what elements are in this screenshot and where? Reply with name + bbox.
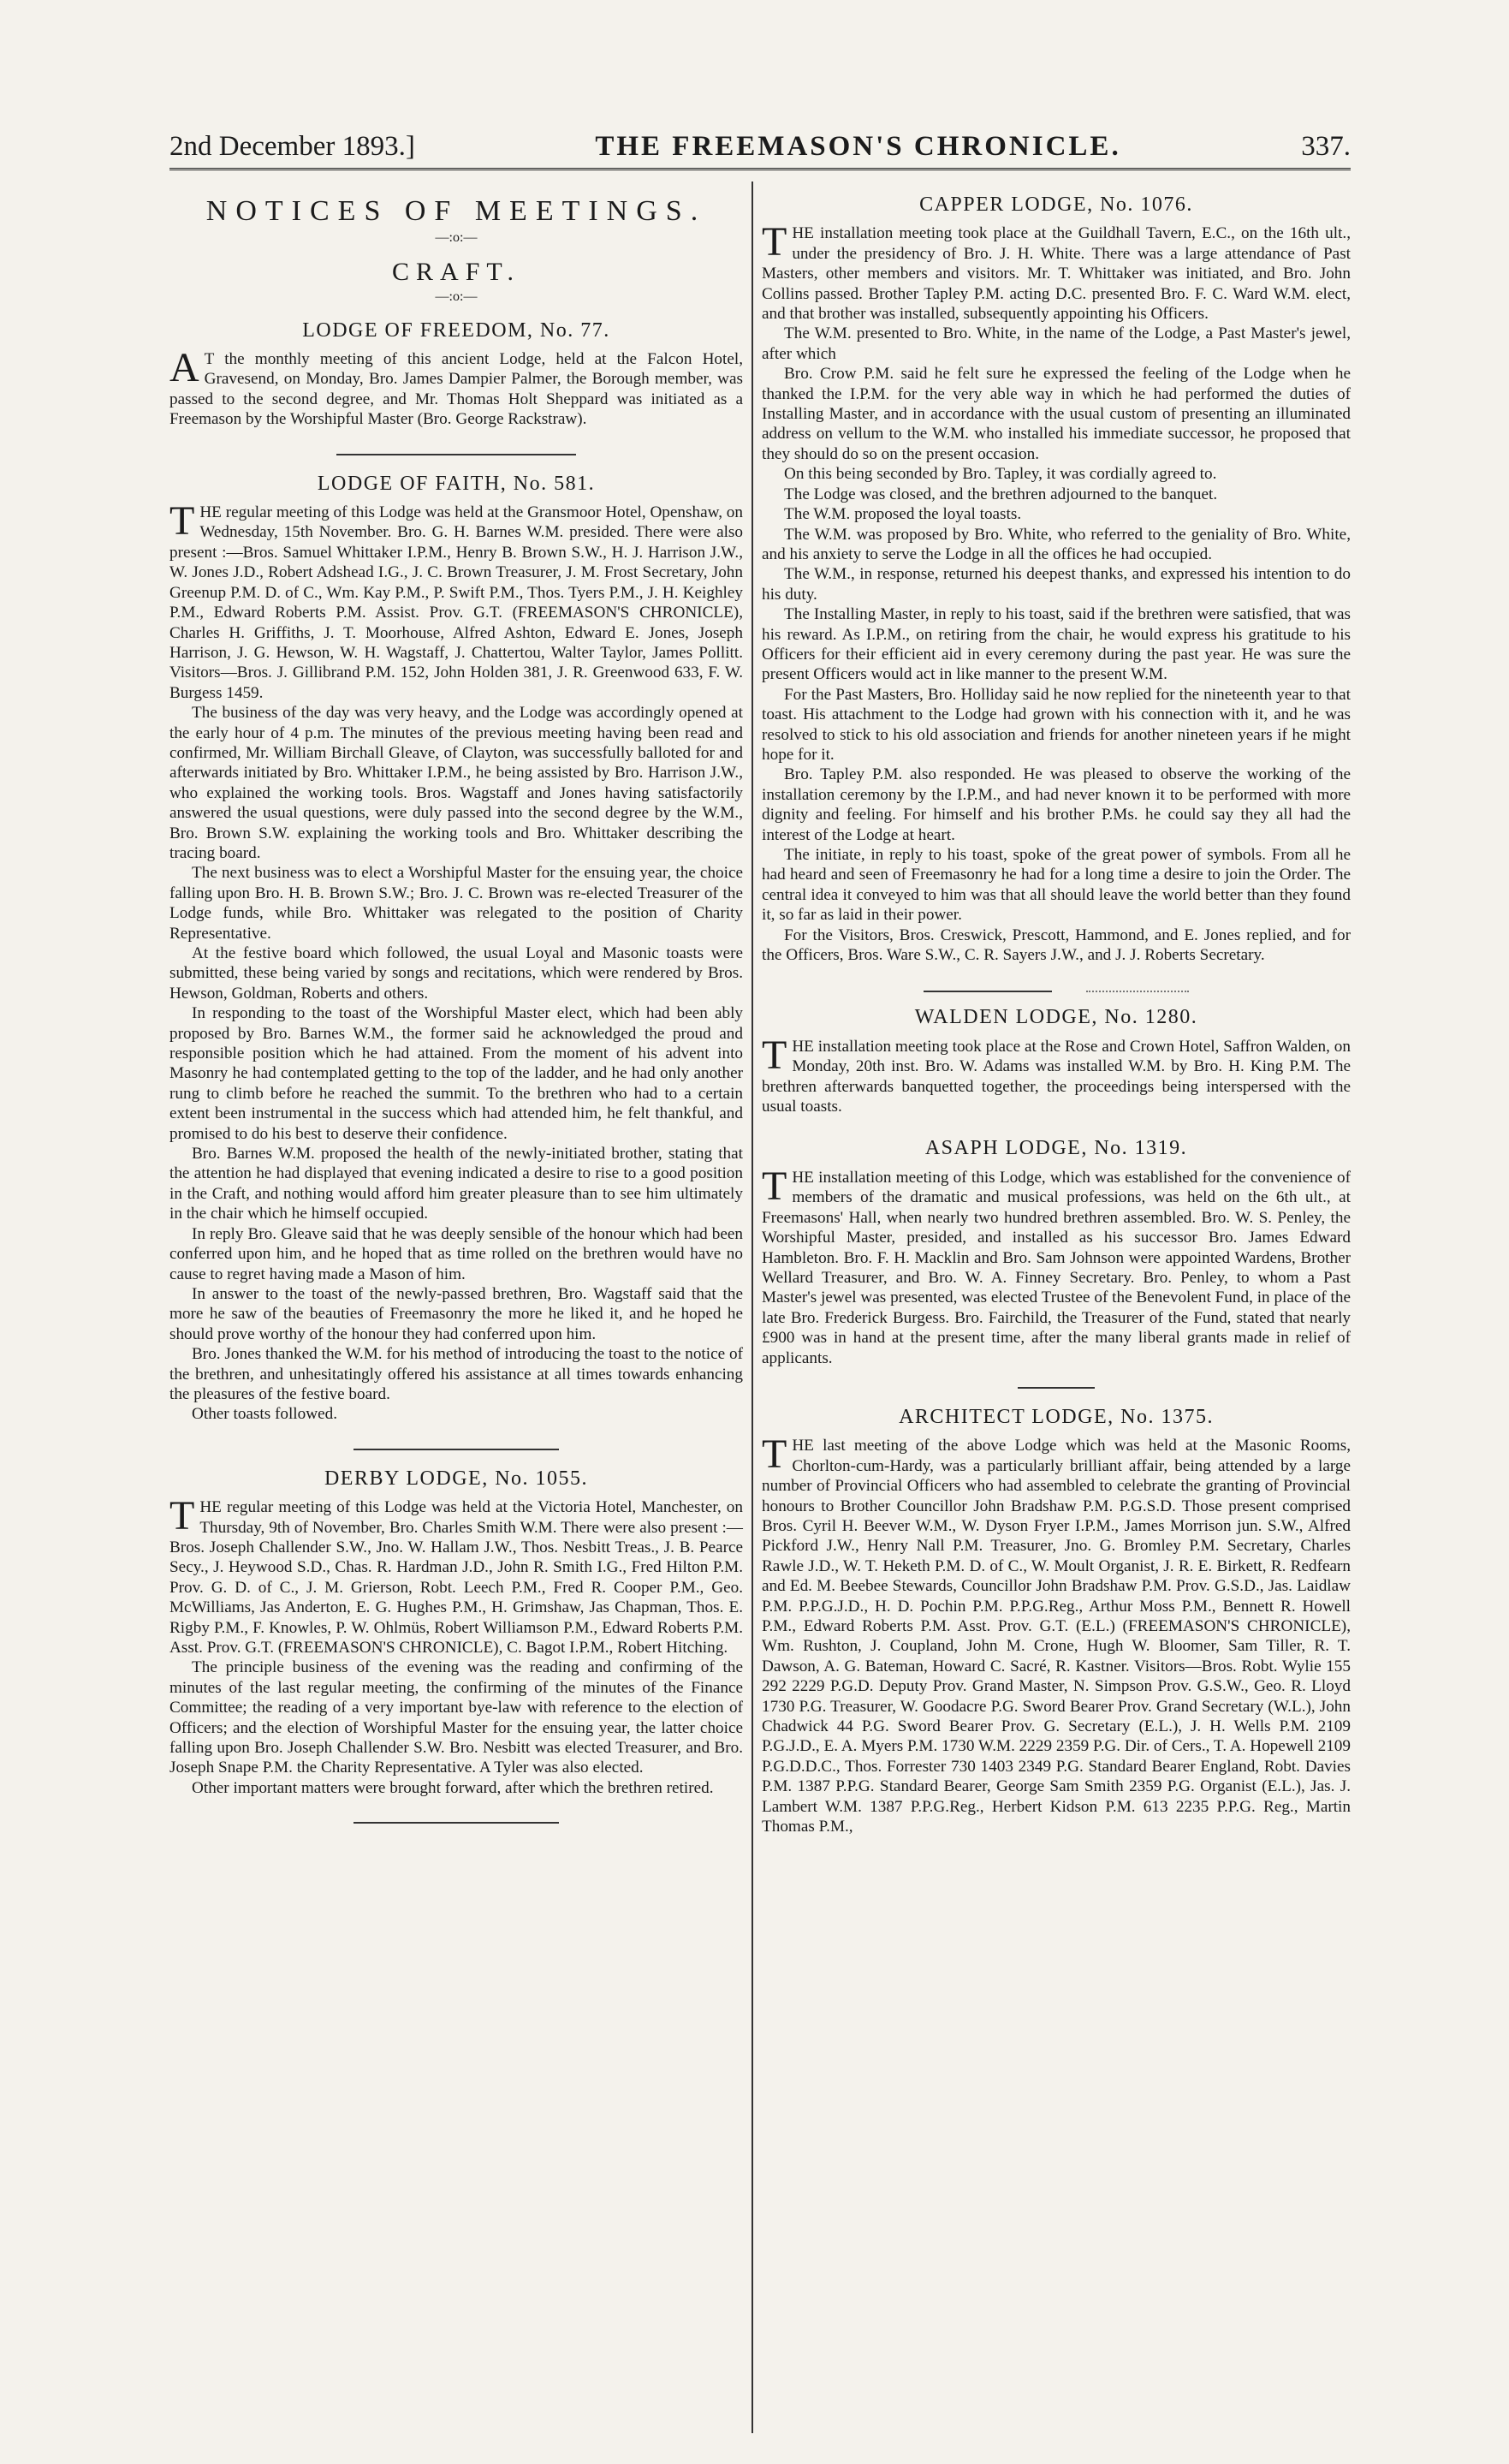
- running-head: [169, 125, 1351, 170]
- article-paragraph: The Lodge was closed, and the brethren adjourned to the banquet.: [784, 485, 1218, 503]
- article-paragraph: The W.M. proposed the loyal toasts.: [784, 505, 1022, 524]
- article-paragraph: In responding to the toast of the Worshipful Master elect, which had been ably proposed by Bro. Barnes W.M., the former said he acknowledged the proud and responsible position which he had attained. From the moment of his advent into Masonry he had contemplated getting to the top of the ladder, and he had only another rung to climb before he reached the summit. To the brethren who had to a certain extent been instrumental in the success which had attended him, he felt thankful, and promised to do his best to deserve their confidence.: [169, 1004, 743, 1143]
- drop-cap: T: [762, 219, 787, 265]
- article-paragraph: In answer to the toast of the newly-passed brethren, Bro. Wagstaff said that the more he saw of the beauties of Freemasonry the more he liked it, and he hoped he should prove worthy of the honour they had conferred upon him.: [169, 1284, 743, 1343]
- article-paragraph: The Installing Master, in reply to his toast, said if the brethren were satisfied, that was his reward. As I.P.M., on retiring from the chair, he would express his gratitude to his Officers for their efficient aid in every ceremony during the past year. He was sure the present Officers would act in like manner to the present W.M.: [762, 605, 1351, 684]
- left-column: [169, 184, 743, 1842]
- article-paragraph: Bro. Jones thanked the W.M. for his method of introducing the toast to the notice of the brethren, and unhesitatingly offered his assistance at all times towards enhancing the pleasures of the festive board.: [169, 1345, 743, 1403]
- ornament: —:o:—: [435, 230, 478, 246]
- article-paragraph: Other toasts followed.: [192, 1405, 337, 1424]
- article-title-asaph: ASAPH LODGE, No. 1319.: [924, 1137, 1188, 1160]
- article-paragraph: The principle business of the evening was the reading and confirming of the minutes of the last regular meeting, the confirming of the minutes of the Finance Committee; the reading of a very important bye-law with reference to the election of Officers; and the election of Worshipful Master for the ensuing year, the latter choice falling upon Bro. Joseph Challender S.W. Bro. Nesbitt was elected Treasurer, and Bro. Joseph Snape P.M. the Charity Representative. A Tyler was also elected.: [169, 1658, 743, 1777]
- article-title-architect: ARCHITECT LODGE, No. 1375.: [899, 1405, 1214, 1428]
- article-title-freedom: LODGE OF FREEDOM, No. 77.: [302, 318, 610, 342]
- separator-rule: [762, 991, 1351, 992]
- article-title-walden: WALDEN LODGE, No. 1280.: [914, 1006, 1198, 1029]
- section-heading: NOTICES OF MEETINGS.: [205, 195, 707, 227]
- separator-rule: [1018, 1387, 1095, 1389]
- separator-rule: [336, 454, 576, 455]
- article-paragraph: Other important matters were brought forward, after which the brethren retired.: [192, 1778, 714, 1797]
- ornament: —:o:—: [435, 289, 478, 305]
- article-paragraph: Bro. Crow P.M. said he felt sure he expressed the feeling of the Lodge when he thanked the I.P.M. for the very able way in which he had performed the duties of Installing Master, and in accordance with the usual custom of presenting an illuminated address on vellum to the W.M. who installed his immediate successor, he proposed that they should do so on the present occasion.: [762, 365, 1351, 463]
- page-number: 337.: [1301, 131, 1351, 162]
- article-paragraph: For the Past Masters, Bro. Holliday said he now replied for the nineteenth year to that toast. His attachment to the Lodge had grown with his connection with it, and he was resolved to stick to his old association and friends for another nineteen years if he might hope for it.: [762, 685, 1351, 764]
- journal-title: THE FREEMASON'S CHRONICLE.: [595, 131, 1121, 162]
- article-paragraph: Bro. Barnes W.M. proposed the health of the newly-initiated brother, stating that the attention he had displayed that evening indicated a desire to rise to a good position in the Craft, and nothing would afford him greater pleasure than to see him ultimately in the chair which he himself occupied.: [169, 1145, 743, 1223]
- issue-date: 2nd December 1893.]: [169, 131, 415, 162]
- article-paragraph: The W.M. presented to Bro. White, in the name of the Lodge, a Past Master's jewel, after which: [762, 324, 1351, 363]
- article-paragraph: On this being seconded by Bro. Tapley, it was cordially agreed to.: [784, 465, 1217, 484]
- drop-cap: T: [762, 1431, 787, 1478]
- drop-cap: A: [169, 345, 199, 391]
- separator-rule: [353, 1449, 559, 1450]
- article-paragraph: THE regular meeting of this Lodge was held at the Victoria Hotel, Manchester, on Thursday, 9th of November, Bro. Charles Smith W.M. There were also present :—Bros. Joseph Challender S.W., Jno. W. Hallam J.W., Thos. Nesbitt Treas., J. B. Pearce Secy., J. Heywood S.D., Chas. R. Hardman J.D., John R. Smith I.G., Fred Hilton P.M. Prov. G. D. of C., J. M. Grierson, Robt. Leech P.M., Fred R. Cooper P.M., Geo. McWilliams, Jas Anderton, E. G. Hughes P.M., H. Grimshaw, Jas Chapman, Thos. E. Rigby P.M., F. Knowles, P. W. Ohlmüs, Robert Williamson P.M., Edward Roberts P.M. Asst. Prov. G.T. (FREEMASON'S CHRONICLE), C. Bagot I.P.M., Robert Hitching.: [169, 1493, 743, 1657]
- article-title-derby: DERBY LODGE, No. 1055.: [324, 1467, 589, 1490]
- article-title-faith: LODGE OF FAITH, No. 581.: [317, 472, 596, 495]
- article-paragraph: THE regular meeting of this Lodge was held at the Gransmoor Hotel, Openshaw, on Wednesday, 15th November. Bro. G. H. Barnes W.M. presided. There were also present :—Bros. Samuel Whittaker I.P.M., Henry B. Brown S.W., H. J. Harrison J.W., W. Jones J.D., Robert Adshead I.G., J. C. Brown Treasurer, J. M. Frost Secretary, John Greenup P.M. D. of C., Wm. Kay P.M., P. Swift P.M., Thos. Tyers P.M., J. H. Keighley P.M., Edward Roberts P.M. Assist. Prov. G.T. (FREEMASON'S CHRONICLE), Charles H. Griffiths, J. T. Moorhouse, Alfred Ashton, Edward E. Jones, Joseph Harrison, J. G. Hewson, W. H. Wagstaff, J. Chattertou, Walter Taylor, James Pollitt. Visitors—Bros. J. Gillibrand P.M. 152, John Holden 381, J. R. Greenwood 633, F. W. Burgess 1459.: [169, 498, 743, 702]
- article-paragraph: For the Visitors, Bros. Creswick, Prescott, Hammond, and E. Jones replied, and for the Officers, Bros. Ware S.W., C. R. Sayers J.W., and J. J. Roberts Secretary.: [762, 925, 1351, 965]
- drop-cap: T: [169, 498, 195, 545]
- drop-cap: T: [169, 1493, 195, 1539]
- article-body: A T the monthly meeting of this ancient Lodge, held at the Falcon Hotel, Gravesend, on Monday, Bro. James Dampier Palmer, the Borough member, was passed to the second degree, and Mr. Thomas Holt Sheppard was initiated as a Freemason by the Worshipful Master (Bro. George Rackstraw).: [169, 345, 743, 429]
- column-divider: [752, 182, 753, 2433]
- right-column: [762, 195, 1351, 1836]
- drop-cap: T: [762, 1032, 787, 1078]
- article-paragraph: The W.M. was proposed by Bro. White, who referred to the geniality of Bro. White, and his anxiety to serve the Lodge in all the offices he had occupied.: [762, 525, 1351, 563]
- section-subheading: CRAFT.: [392, 257, 520, 286]
- article-paragraph: THE installation meeting took place at the Guildhall Tavern, E.C., on the 16th ult., under the presidency of Bro. J. H. White. There was a large attendance of Past Masters, other members and visitors. Mr. T. Whittaker was initiated, and Bro. John Collins passed. Brother Tapley P.M. acting D.C. presented Bro. F. C. Ward W.M. elect, and that brother was installed, subsequently appointing his Officers.: [762, 219, 1351, 324]
- article-body: THE installation meeting took place at the Rose and Crown Hotel, Saffron Walden, on Monday, 20th inst. Bro. W. Adams was installed W.M. by Bro. H. King P.M. The brethren afterwards banquetted together, the proceedings being interspersed with the usual toasts.: [762, 1032, 1351, 1116]
- article-paragraph: The business of the day was very heavy, and the Lodge was accordingly opened at the early hour of 4 p.m. The minutes of the previous meeting having been read and confirmed, Mr. William Birchall Gleave, of Clayton, was successfully balloted for and afterwards initiated by Bro. Whittaker I.P.M., he being assisted by Bro. Harrison J.W., who explained the working tools. Bros. Wagstaff and Jones having satisfactorily answered the usual questions, were duly passed into the second degree by the W.M., Bro. Brown S.W. explaining the working tools and Bro. Whittaker describing the tracing board.: [169, 704, 743, 862]
- article-paragraph: The initiate, in reply to his toast, spoke of the great power of symbols. From all he had heard and seen of Freemasonry he had for a long time a desire to join the Order. The central idea it conveyed to him was that all should leave the world better than they found it, so far as laid in their power.: [762, 846, 1351, 925]
- article-paragraph: Bro. Tapley P.M. also responded. He was pleased to observe the working of the installation ceremony by the I.P.M., and had never known it to be performed with more dignity and feeling. For himself and his brother P.Ms. he could say they all had the interest of the Lodge at heart.: [762, 765, 1351, 844]
- article-body: THE installation meeting of this Lodge, which was established for the convenience of members of the dramatic and musical professions, was held on the 6th ult., at Freemasons' Hall, when nearly two hundred brethren assembled. Bro. W. S. Penley, the Worshipful Master, presided, and installed as his successor Bro. James Edward Hambleton. Bro. F. H. Macklin and Bro. Sam Johnson were appointed Wardens, Brother Wellard Treasurer, and Bro. W. A. Finney Secretary. Bro. Penley, to whom a Past Master's jewel was presented, was elected Trustee of the Benevolent Fund, in place of the late Bro. Frederick Burgess. Bro. Fairchild, the Treasurer of the Fund, stated that nearly £900 was in hand at the present time, after the many liberal grants made in relief of applicants.: [762, 1163, 1351, 1367]
- article-paragraph: The next business was to elect a Worshipful Master for the ensuing year, the choice falling upon Bro. H. B. Brown S.W.; Bro. J. C. Brown was re-elected Treasurer of the Lodge funds, while Bro. Whittaker was relegated to the position of Charity Representative.: [169, 864, 743, 943]
- drop-cap: T: [762, 1163, 787, 1209]
- article-paragraph: At the festive board which followed, the usual Loyal and Masonic toasts were submitted, these being varied by songs and recitations, which were rendered by Bros. Hewson, Goldman, Roberts and others.: [169, 944, 743, 1003]
- article-paragraph: In reply Bro. Gleave said that he was deeply sensible of the honour which had been conferred upon him, and he hoped that as time rolled on the brethren would have no cause to regret having made a Mason of him.: [169, 1224, 743, 1283]
- article-paragraph: The W.M., in response, returned his deepest thanks, and expressed his intention to do his duty.: [762, 565, 1351, 604]
- separator-rule: [353, 1822, 559, 1824]
- article-body: THE last meeting of the above Lodge which was held at the Masonic Rooms, Chorlton-cum-Hardy, was a particularly brilliant affair, being attended by a large number of Provincial Officers who had assembled to celebrate the granting of Provincial honours to Brother Councillor John Bradshaw P.M. P.G.S.D. Those present comprised Bros. Cyril H. Beever W.M., W. Dyson Fryer I.P.M., James Morrison jun. S.W., Alfred Pickford J.W., Henry Nall P.M. Treasurer, Jno. G. Bromley P.M. Secretary, Charles Rawle J.D., W. T. Heketh P.M. D. of C., W. Moult Organist, J. R. E. Birkett, R. Redfearn and Ed. M. Beebee Stewards, Councillor John Bradshaw P.M. Prov. G.S.D., Jas. Laidlaw P.M. P.P.G.J.D., H. D. Pochin P.M. P.P.G.Reg., Arthur Moss P.M., Bennett R. Howell P.M., Edward Roberts P.M. Asst. Prov. G.T. (E.L.) (FREEMASON'S CHRONICLE), Wm. Rushton, J. Coupland, John M. Crone, Hugh W. Bloomer, Sam Tiller, R. T. Dawson, A. G. Bateman, Howard C. Sacré, R. Kastner. Visitors—Bros. Robt. Wylie 155 292 2229 P.G.D. Deputy Prov. Grand Master, N. Simpson Prov. G.S.W., Geo. R. Lloyd 1730 P.G. Treasurer, W. Goodacre P.G. Sword Bearer Prov. Grand Secretary (W.L.), John Chadwick 44 P.G. Sword Bearer Prov. G. Secretary (E.L.), J. H. Wells P.M. 2109 P.G.J.D., E. A. Myers P.M. 1730 W.M. 2229 2359 P.G. Dir. of Cers., T. A. Hopewell 2109 P.G.D.D.C., Thos. Forrester 730 1403 2349 P.G. Standard Bearer England, Robt. Davies P.M. 1387 P.P.G. Standard Bearer, George Sam Smith 2359 P.G. Organist (E.L.), Jas. J. Lambert W.M. 1387 P.P.G.Reg., Herbert Kidson P.M. 613 2235 P.P.G. Reg., Martin Thomas P.M.,: [762, 1431, 1351, 1836]
- article-title-capper: CAPPER LODGE, No. 1076.: [919, 193, 1193, 216]
